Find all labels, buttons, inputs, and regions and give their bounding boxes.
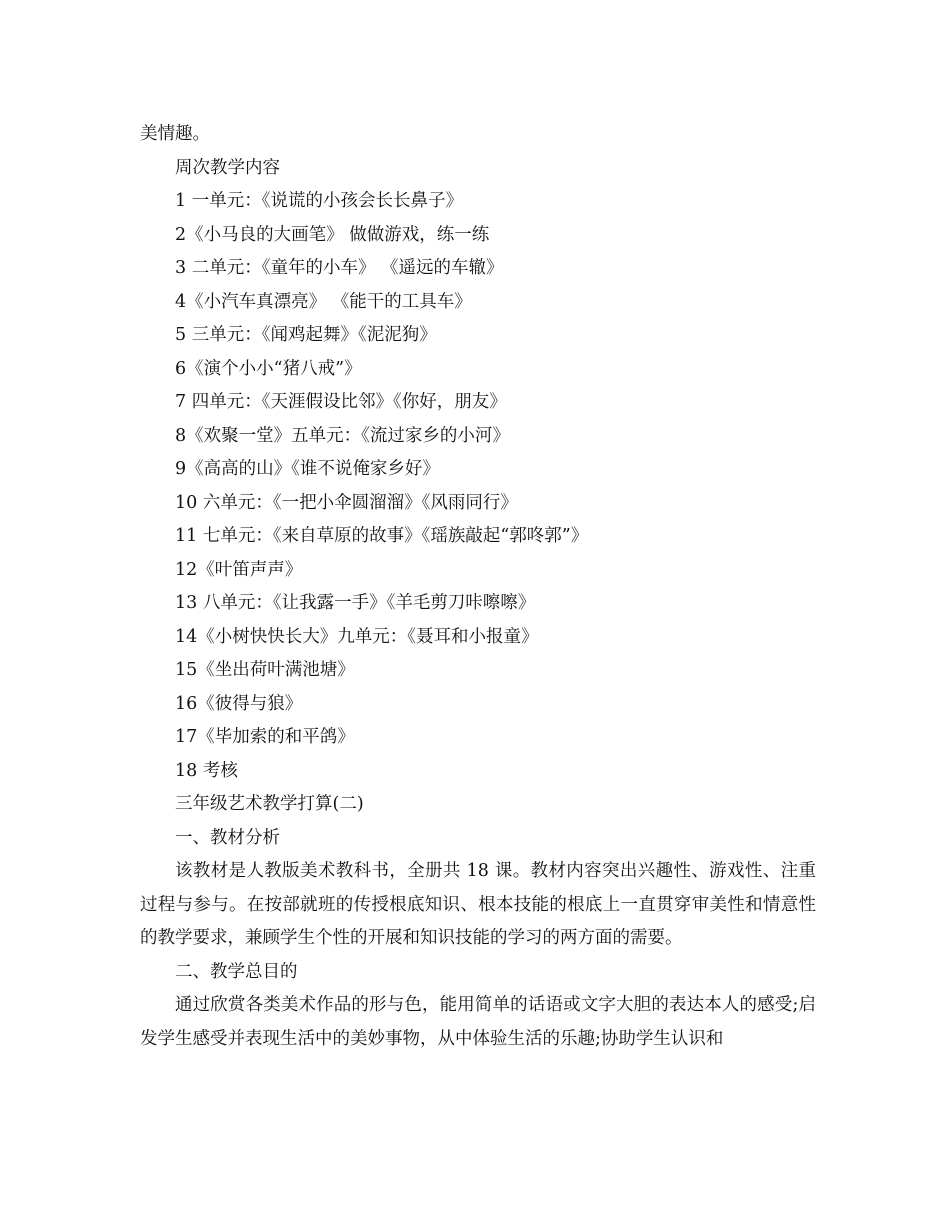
schedule-line: 17《毕加索的和平鸽》 bbox=[175, 727, 355, 747]
section-heading: 一、教材分析 bbox=[175, 827, 280, 848]
schedule-line: 12《叶笛声声》 bbox=[175, 559, 303, 580]
paragraph: 通过欣赏各类美术作品的形与色，能用简单的话语或文字大胆的表达本人的感受;启发学生感受并表现生活中的美妙事物，从中体验生活的乐趣;协助学生认识和 bbox=[140, 995, 816, 1049]
schedule-line: 11 七单元：《来自草原的故事》《瑶族敲起“郭咚郭”》 bbox=[175, 526, 589, 546]
document-body bbox=[140, 118, 816, 1056]
schedule-line: 15《坐出荷叶满池塘》 bbox=[175, 660, 355, 680]
schedule-line: 6《演个小小“猪八戒”》 bbox=[175, 358, 362, 379]
schedule-line: 3 二单元：《童年的小车》 《遥远的车辙》 bbox=[175, 258, 504, 278]
schedule-line: 4《小汽车真漂亮》 《能干的工具车》 bbox=[175, 291, 472, 312]
schedule-line: 16《彼得与狼》 bbox=[175, 693, 303, 714]
document-title: 三年级艺术教学打算(二) bbox=[175, 794, 364, 814]
schedule-line: 7 四单元：《天涯假设比邻》《你好，朋友》 bbox=[175, 392, 507, 412]
schedule-line: 2《小马良的大画笔》 做做游戏，练一练 bbox=[175, 224, 490, 245]
schedule-line: 13 八单元：《让我露一手》《羊毛剪刀咔嚓嚓》 bbox=[175, 593, 536, 613]
schedule-line: 14《小树快快长大》九单元：《聂耳和小报童》 bbox=[175, 626, 539, 647]
schedule-line: 8《欢聚一堂》五单元：《流过家乡的小河》 bbox=[175, 425, 510, 446]
section-heading: 周次教学内容 bbox=[175, 157, 280, 178]
paragraph: 该教材是人教版美术教科书，全册共 18 课。教材内容突出兴趣性、游戏性、注重过程与参与。在按部就班的传授根底知识、根本技能的根底上一直贯穿审美性和情意性的教学要求，兼顾学生个性的开展和知识技能的学习的两方面的需要。 bbox=[140, 861, 816, 948]
schedule-line: 10 六单元：《一把小伞圆溜溜》《风雨同行》 bbox=[175, 492, 518, 513]
text-line: 美情趣。 bbox=[140, 124, 210, 144]
section-heading: 二、教学总目的 bbox=[175, 961, 298, 982]
schedule-line: 9《高高的山》《谁不说俺家乡好》 bbox=[175, 459, 440, 479]
schedule-line: 18 考核 bbox=[175, 760, 238, 781]
schedule-line: 1 一单元：《说谎的小孩会长长鼻子》 bbox=[175, 191, 463, 211]
schedule-line: 5 三单元：《闻鸡起舞》《泥泥狗》 bbox=[175, 325, 437, 345]
